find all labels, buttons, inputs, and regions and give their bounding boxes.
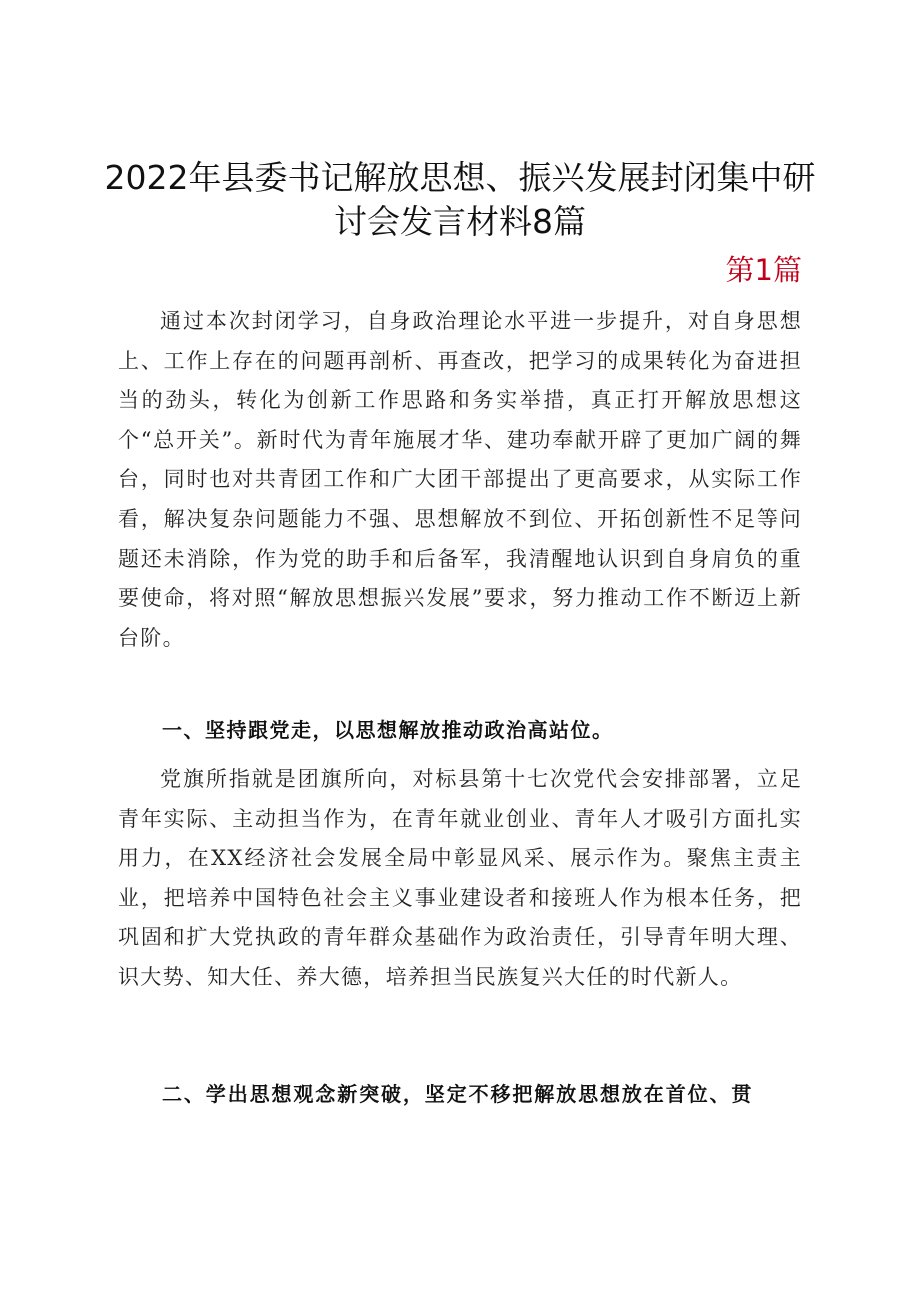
document-title-line-1: 2022年县委书记解放思想、振兴发展封闭集中研: [104, 158, 816, 197]
intro-paragraph: 通过本次封闭学习，自身政治理论水平进一步提升，对自身思想上、工作上存在的问题再剖析、再查改，把学习的成果转化为奋进担当的劲头，转化为创新工作思路和务实举措，真正打开解放思想这个“总开关”。新时代为青年施展才华、建功奉献开辟了更加广阔的舞台，同时也对共青团工作和广大团干部提出了更高要求，从实际工作看，解决复杂问题能力不强、思想解放不到位、开拓创新性不足等问题还未消除，作为党的助手和后备军，我清醒地认识到自身肩负的重要使命，将对照“解放思想振兴发展”要求，努力推动工作不断迈上新台阶。: [118, 309, 802, 650]
body-paragraph-2: 党旗所指就是团旗所向，对标县第十七次党代会安排部署，立足青年实际、主动担当作为，在青年就业创业、青年人才吸引方面扎实用力，在XX经济社会发展全局中彰显风采、展示作为。聚焦主责主业，把培养中国特色社会主义事业建设者和接班人作为根本任务，把巩固和扩大党执政的青年群众基础作为政治责任，引导青年明大理、识大势、知大任、养大德，培养担当民族复兴大任的时代新人。: [118, 767, 802, 989]
section-heading-1: 一、坚持跟党走，以思想解放推动政治高站位。: [162, 718, 614, 742]
section-label: 第1篇: [725, 253, 802, 287]
section-heading-2: 二、学出思想观念新突破，坚定不移把解放思想放在首位、贯: [162, 1082, 754, 1106]
document-title-line-2: 讨会发言材料8篇: [334, 202, 586, 241]
